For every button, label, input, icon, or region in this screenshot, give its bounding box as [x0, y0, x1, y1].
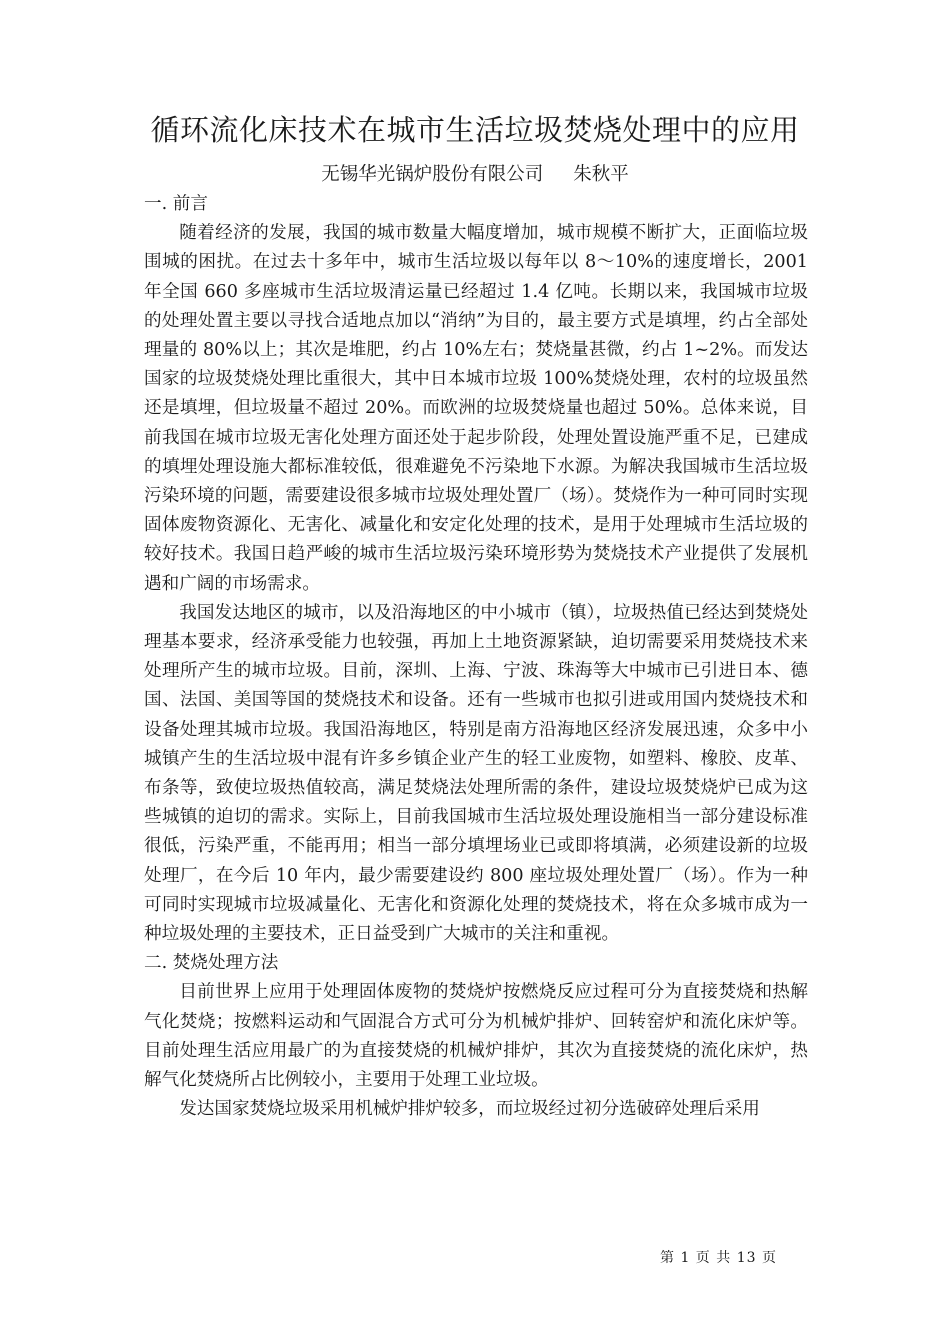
document-body: [144, 190, 808, 1125]
organization-name: 无锡华光锅炉股份有限公司: [321, 164, 544, 185]
section-incineration-methods: [144, 949, 808, 1124]
paragraph: 随着经济的发展，我国的城市数量大幅度增加，城市规模不断扩大，正面临垃圾围城的困扰。在过去十多年中，城市生活垃圾以每年以 8～10%的速度增长，2001 年全国 660 多座城市生活垃圾清运量已经超过 1.4 亿吨。长期以来，我国城市垃圾的处理处置主要以寻找合适地点加以“消纳”为目的，最主要方式是填埋，约占全部处理量的 80%以上；其次是堆肥，约占 10%左右；焚烧量甚微，约占 1~2%。而发达国家的垃圾焚烧处理比重很大，其中日本城市垃圾 100%焚烧处理，农村的垃圾虽然还是填埋，但垃圾量不超过 20%。而欧洲的垃圾焚烧量也超过 50%。总体来说，目前我国在城市垃圾无害化处理方面还处于起步阶段，处理处置设施严重不足，已建成的填埋处理设施大都标准较低，很难避免不污染地下水源。为解决我国城市生活垃圾污染环境的问题，需要建设很多城市垃圾处理处置厂（场）。焚烧作为一种可同时实现固体废物资源化、无害化、减量化和安定化处理的技术，是用于处理城市生活垃圾的较好技术。我国日趋严峻的城市生活垃圾污染环境形势为焚烧技术产业提供了发展机遇和广阔的市场需求。: [144, 223, 808, 594]
author-name: 朱秋平: [573, 164, 629, 185]
section-heading: 二. 焚烧处理方法: [144, 953, 279, 974]
paragraph: 我国发达地区的城市，以及沿海地区的中小城市（镇），垃圾热值已经达到焚烧处理基本要求，经济承受能力也较强，再加上土地资源紧缺，迫切需要采用焚烧技术来处理所产生的城市垃圾。目前，深圳、上海、宁波、珠海等大中城市已引进日本、德国、法国、美国等国的焚烧技术和设备。还有一些城市也拟引进或用国内焚烧技术和设备处理其城市垃圾。我国沿海地区，特别是南方沿海地区经济发展迅速，众多中小城镇产生的生活垃圾中混有许多乡镇企业产生的轻工业废物，如塑料、橡胶、皮革、布条等，致使垃圾热值较高，满足焚烧法处理所需的条件，建设垃圾焚烧炉已成为这些城镇的迫切的需求。实际上，目前我国城市生活垃圾处理设施相当一部分建设标准很低，污染严重，不能再用；相当一部分填埋场业已或即将填满，必须建设新的垃圾处理厂，在今后 10 年内，最少需要建设约 800 座垃圾处理处置厂（场）。作为一种可同时实现城市垃圾减量化、无害化和资源化处理的焚烧技术，将在众多城市成为一种垃圾处理的主要技术，正日益受到广大城市的关注和重视。: [144, 602, 808, 945]
section-heading: 一. 前言: [144, 194, 208, 214]
paragraph: 目前世界上应用于处理固体废物的焚烧炉按燃烧反应过程可分为直接焚烧和热解气化焚烧；按燃料运动和气固混合方式可分为机械炉排炉、回转窑炉和流化床炉等。目前处理生活应用最广的为直接焚烧的机械炉排炉，其次为直接焚烧的流化床炉，热解气化焚烧所占比例较小，主要用于处理工业垃圾。: [144, 982, 808, 1091]
section-introduction: [144, 190, 808, 949]
page-number: 第 1 页 共 13 页: [660, 1250, 777, 1266]
paragraph: 发达国家焚烧垃圾采用机械炉排炉较多，而垃圾经过初分选破碎处理后采用: [179, 1099, 760, 1120]
document-title: 循环流化床技术在城市生活垃圾焚烧处理中的应用: [150, 113, 800, 147]
byline: [0, 160, 950, 190]
